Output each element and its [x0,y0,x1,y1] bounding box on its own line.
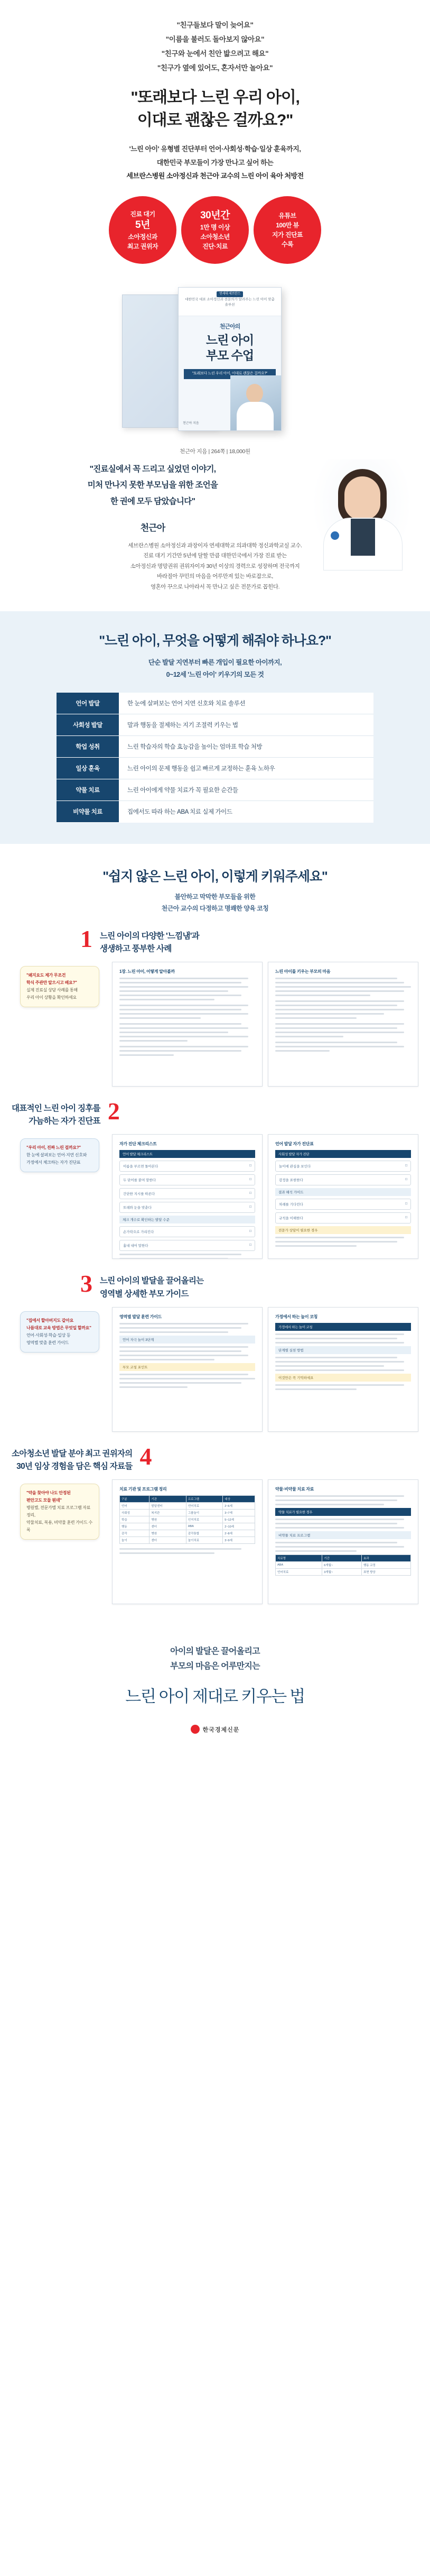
author-quote [29,462,277,510]
chapter-title [12,1100,100,1128]
table-row [57,714,373,736]
badge-line3: 지가 진단표 [272,231,303,239]
chapter-title-line1: 대표적인 느린 아이 징후를 [12,1104,100,1114]
sample-page: 자가 진단 체크리스트 언어 발달 체크리스트 이름을 부르면 돌아본다 □ 두 단어를 붙여 말한다 □ 간단한 지시를 따른다 □ 또래와 눈을 맞춘다 □ 체크 개수로 확인하는 발달 수준 손가락으로 가리킨다 □ 흉내 내어 말한다 □ [112,1134,263,1259]
sample-page-title: 1장. 느린 아이, 어떻게 알아볼까 [119,969,175,974]
author-desc-line3: 소아정신과 명망권위 권위자이자 30년 이상의 경력으로 성장하며 전국까지 [130,563,300,569]
book-author-line: 천근아 지음 [183,421,199,425]
topic-value: 느린 학습자의 학습 효능감을 높이는 엄마표 학습 처방 [127,744,263,751]
book-title-line2: 부모 수업 [205,348,254,362]
badge-big: 5년 [135,219,150,231]
author-section [0,456,430,611]
hero-subtitle-line2: 대한민국 부모들이 가장 만나고 싶어 하는 [156,158,274,167]
book-title [179,324,281,363]
topic-key: 일상 훈육 [57,758,119,779]
sample-page-title: 느린 아이를 키우는 부모의 마음 [275,969,331,974]
author-quote-line3: 한 권에 모두 담았습니다" [110,496,195,506]
callout-line3: 실제 진료실 상담 사례를 통해 [26,988,78,993]
sample-page-title: 약물·비약물 치료 자료 [275,1486,314,1492]
badge-item [254,196,321,264]
hero-quote-line: "친구와 눈에서 친안 밟으려고 해요" [161,50,269,58]
chapter-number: 2 [107,1098,120,1125]
badge-big: 30년간 [200,209,230,221]
sample-page-title: 자가 진단 체크리스트 [119,1142,157,1147]
badge-line4: 수록 [281,241,294,249]
topics-subtitle-line2: 0~12세 '느린 아이' 키우기의 모든 것 [166,671,264,679]
chapter-title-line1: 소아청소년 발달 분야 최고 권위자의 [12,1449,133,1458]
topic-key: 비약물 치료 [57,801,119,823]
callout-line2: 학식 주관만 알으시고 배요?" [26,980,77,986]
book-title-line1: 느린 아이 [205,333,254,347]
logo-mark-icon [191,1725,200,1734]
badge-line3: 소아정신과 [128,233,157,241]
callout-line3: 병원별, 전문가별 치료 프로그램 자료 정리, [26,1505,91,1517]
badge-line4: 진단·치료 [202,242,228,250]
chapters-section [0,844,430,1620]
hero-subtitle [0,142,430,182]
callout-line2: 나름대로 교육 방법은 무엇일 할까요" [26,1325,91,1330]
sample-page-title: 언어 발달 자가 진단표 [275,1142,314,1147]
chapters-subtitle [0,891,430,914]
sample-page-title: 치료 기관 및 프로그램 정리 [119,1486,167,1492]
hero-quote-line: "이름을 불러도 돌아보지 않아요" [165,35,265,43]
sample-page: 약물·비약물 치료 자료 약물 치료가 필요한 경우 비약물 치료 프로그램 치료명 기간 효과 ABA 6개월~ 행동 교정 언어치료 3개월~ 표현 향상 [268,1479,418,1604]
chapter-body [12,962,418,1087]
topics-section [0,611,430,844]
photo-head [246,384,263,403]
footer-headline: 느린 아이 제대로 키우는 법 [125,1687,305,1706]
author-name: 천근아 [140,522,165,533]
book-stage [104,287,326,440]
chapter-body [12,1307,418,1432]
author-quote-line2: 미처 만나지 못한 부모님을 위한 조언을 [87,481,218,490]
chapter-block-4 [0,1442,430,1604]
callout-line1: "약을 찾아야 나도 안정된 [26,1490,71,1495]
table-row [57,801,373,823]
topic-key: 사회성 발달 [57,714,119,736]
callout-line1: "왜지요도 제가 무조건 [26,973,66,978]
chapters-header [0,866,430,914]
table-row [57,693,373,714]
publisher-name: 한국경제신문 [202,1726,240,1733]
topic-value: 집에서도 따라 하는 ABA 치료 실제 가이드 [127,809,232,816]
chapter-title-line1: 느린 아이의 발달을 끌어올리는 [100,1276,204,1286]
chapter-title-row [12,925,418,955]
footer-tagline [0,1644,430,1675]
book-cover-photo [230,375,281,430]
photo-face [344,476,380,520]
chapter-number: 4 [139,1442,152,1470]
callout-line3: 가정에서 체크하는 자가 진단표 [26,1160,81,1165]
sample-page [112,962,263,1087]
table-row [57,779,373,801]
badge-line3: 소아청소년 [200,233,230,241]
page-title-line1: "또래보다 느린 우리 아이, [130,89,300,106]
author-quote-line1: "진료실에서 꼭 드리고 싶었던 이야기, [89,465,216,474]
badge-line1: 진료 대기 [130,210,155,218]
sample-page-title: 영역별 발달 훈련 가이드 [119,1314,162,1319]
topics-subtitle [0,657,430,681]
footer-section [0,1620,430,1755]
callout-line4: 우리 아이 상황을 확인하세요 [26,995,77,1000]
chapter-number: 1 [80,925,92,953]
topic-value: 말과 행동을 절제하는 지기 조절력 키우는 법 [127,722,238,729]
chapter-title-row [12,1100,418,1128]
callout-line4: 약물치료, 복용, 비약물 훈련 가이드 수록 [26,1520,92,1532]
book-top-note-text: 대한민국 대표 소아정신과 전문의가 알려주는 느린 아이 맞춤 솔루션 [185,298,275,307]
badge-line1: 유튜브 [278,212,296,220]
author-desc-line2: 진료 대기 기간만 5년에 달할 만큼 대한민국에서 가장 진료 받는 [143,553,287,559]
badge-line2: 1만 명 이상 [200,223,230,231]
author-desc-line1: 세브란스병원 소아정신과 과장이자 연세대학교 의과대학 정신과학교실 교수. [128,542,302,549]
hero-subtitle-line3: 세브란스병원 소아정신과 천근아 교수의 느린 아이 육아 처방전 [126,171,304,180]
sample-page: 영역별 발달 훈련 가이드 언어 자극 놀이 3단계 부모 코칭 포인트 [112,1307,263,1432]
chapter-body [12,1134,418,1259]
badge-item [181,196,249,264]
chapter-block-1 [0,925,430,1087]
topic-value: 느린 아이에게 약물 치료가 꼭 필요한 순간들 [127,787,238,794]
chapters-subtitle-line2: 천근아 교수의 다정하고 명쾌한 양육 코칭 [161,904,269,912]
footer-tagline-line1: 아이의 발달은 끌어올리고 [170,1646,260,1656]
chapter-callout [20,1311,99,1353]
sample-page [268,962,418,1087]
author-desc-line4: 바라질아 꾸민의 마음을 어루만져 있는 바로잡으로, [157,573,273,580]
book-top-note [179,288,281,316]
book-title-small: 천근아의 [219,324,240,330]
footer-tagline-line2: 부모의 마음은 어루만지는 [170,1662,260,1671]
topic-value: 느린 아이의 문제 행동을 쉽고 빠르게 교정하는 훈육 노하우 [127,766,275,772]
topic-key: 학업 성취 [57,736,119,758]
badge-item [109,196,176,264]
chapter-title [100,1273,203,1300]
sample-page-title: 가정에서 하는 놀이 코칭 [275,1314,318,1319]
book-caption: 천근아 지음 | 264쪽 | 18,000원 [180,448,250,455]
topics-title: "느린 아이, 무엇을 어떻게 해줘야 하나요?" [99,633,331,648]
hero-section [0,0,430,456]
chapter-title [100,928,199,955]
topic-key: 약물 치료 [57,779,119,801]
book-front-cover [178,287,282,431]
chapter-title [12,1446,133,1473]
chapter-title-line1: 느린 아이의 다양한 '느낌냄'과 [100,932,200,941]
badge-line2: 100만 뷰 [276,222,299,229]
author-desc-line5: 영혼아 꾸으로 나아라서 꼭 만나고 싶은 전문가로 꼽힌다. [150,583,280,590]
book-brand: 연세대 세브란스 [217,291,243,297]
chapter-title-row [12,1442,418,1473]
topics-subtitle-line1: 단순 발달 지연부터 빠른 개입이 필요한 아이까지, [148,658,282,666]
chapter-callout [20,966,99,1007]
callout-line1: "집에서 할아버지도 같아요 [26,1318,74,1323]
callout-line2: 편안고도 모들 뭔데" [26,1497,62,1503]
chapter-callout [20,1484,99,1540]
badge-line4: 최고 권위자 [127,242,158,250]
callout-line4: 영역별 맞춤 훈련 가이드 [26,1340,69,1345]
badge-group [67,196,363,264]
page-title [0,87,430,132]
hero-subtitle-line1: '느린 아이' 유형별 진단부터 언어·사회성·학습·일상 훈육까지, [129,145,301,153]
chapter-title-line2: 생생하고 풍부한 사례 [100,944,172,954]
chapters-subtitle-line1: 불안하고 막막한 부모들을 위한 [174,893,256,901]
table-row [57,736,373,758]
sample-page: 언어 발달 자가 진단표 사회성 발달 자가 진단 놀이에 관심을 보인다 □ 감정을 표현한다 □ 결과 해석 가이드 차례를 기다린다 □ 규칙을 이해한다 □ 전문가 상담이 필요한 경우 [268,1134,418,1259]
book-cover-area [0,282,430,456]
hero-quote-list [0,18,430,75]
hero-quote-line: "친구들보다 말이 늦어요" [176,21,254,29]
sample-page: 가정에서 하는 놀이 코칭 가정에서 하는 놀이 코칭 단계별 실천 방법 이것만은 꼭 기억하세요 [268,1307,418,1432]
callout-line2: 한 눈에 살펴보는 언어·지연 신호와 [26,1153,87,1158]
topic-value: 한 눈에 살펴보는 언어 지연 신호와 치료 솔루션 [127,701,246,707]
topic-key: 언어 발달 [57,693,119,714]
page-title-line2: 이대로 괜찮은 걸까요?" [137,111,293,129]
photo-body [237,402,274,430]
topics-table [57,693,373,823]
chapter-callout [20,1138,99,1172]
book-ribbon: "또래보다 느린 우리 아이, 이대로 괜찮은 걸까요?" [184,369,276,379]
chapter-title-row [12,1270,418,1300]
chapter-title-line2: 영역별 상세한 부모 가이드 [100,1289,189,1299]
callout-line1: "우리 아이, 진짜 느린 걸까요?" [26,1145,81,1151]
chapters-title: "쉽지 않은 느린 아이, 이렇게 키워주세요" [102,869,328,885]
chapter-block-3 [0,1270,430,1431]
chapter-body [12,1479,418,1604]
chapter-title-line2: 가늠하는 자가 진단표 [29,1117,100,1126]
chapter-title-line2: 30년 임상 경험을 담은 핵심 자료들 [16,1461,133,1471]
sample-page: 치료 기관 및 프로그램 정리 구분 기관 프로그램 대상 언어 발달센터 언어치료 2~6세 사회성 복지관 그룹놀이 3~7세 학습 병원 인지치료 5~12세 행동 센터 ABA 2~10세 감각 병원 감각통합 2~8세 놀이 센터 놀이치료 3~9세 [112,1479,263,1604]
chapter-number: 3 [80,1270,92,1298]
chapter-block-2 [0,1100,430,1259]
callout-line3: 언어·사회성·학습·일상 등 [26,1332,71,1338]
hero-quote-line: "친구가 옆에 있어도, 혼자서만 놀아요" [157,64,273,72]
photo-inner-top [351,519,375,556]
publisher-logo [0,1725,430,1734]
table-row [57,758,373,779]
author-photo [312,459,412,571]
